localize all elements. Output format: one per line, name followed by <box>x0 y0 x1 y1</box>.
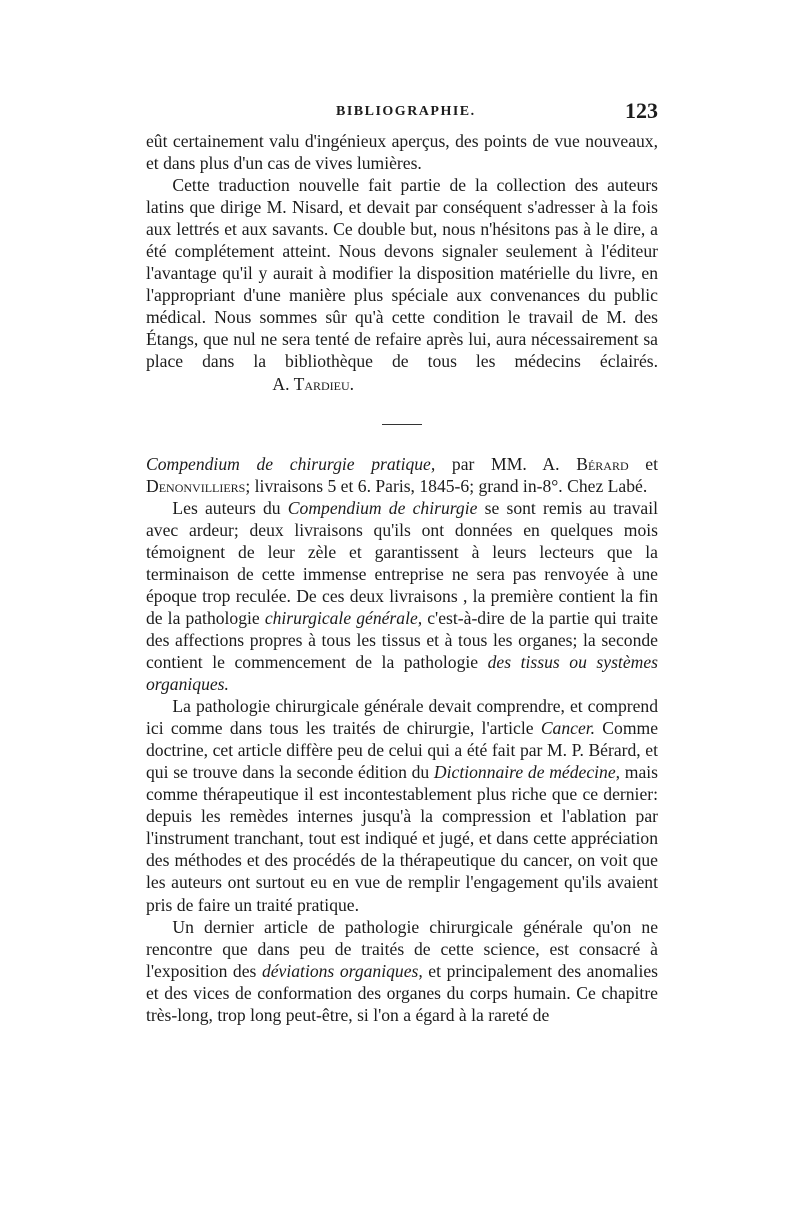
italic-term: déviations organiques, <box>261 960 423 981</box>
page-number: 123 <box>625 98 658 123</box>
bibliographic-entry <box>146 453 658 497</box>
italic-title: Dictionnaire de médecine, <box>433 762 621 783</box>
review-paragraph <box>146 174 658 394</box>
review-paragraph-2 <box>146 695 658 915</box>
review-paragraph-3 <box>146 916 658 1026</box>
text-run: mais comme thérapeutique il est incontestablement plus riche que ce dernier: depuis les remèdes internes jusqu'à la compression et l'ablation par l'instrument tranchant, tout est indiqué et jugé, et dans cette appréciation des méthodes et des procédés de la thérapeutique du cancer, on voit que les auteurs ont surtout eu en vue de remplir l'engagement qu'ils avaient pris de faire un traité pratique. <box>146 762 658 915</box>
text-run: La pathologie chirurgicale générale devait comprendre, et comprend ici comme dans tous les traités de chirurgie, l'article <box>146 696 658 739</box>
italic-term: chirurgicale générale, <box>264 607 423 628</box>
review-paragraph-text: Cette traduction nouvelle fait partie de la collection des auteurs latins que dirige M. Nisard, et devait par conséquent s'adresser à la fois aux lettrés et aux savants. Ce double but, nous n'hésitons pas à le dire, a été complétement atteint. Nous devons signaler seulement à l'éditeur l'avantage qu'il y aurait à modifier la disposition matérielle du livre, en l'appropriant d'une manière plus spéciale aux convenances du public médical. Nous sommes sûr qu'à cette condition le travail de M. des Étangs, que nul ne sera tenté de refaire après lui, aura nécessairement sa place dans la bibliothèque de tous les médecins éclairés. <box>146 175 658 372</box>
text-run: Un dernier article de pathologie chirurgicale générale qu'on ne rencontre que dans peu de traités de cette science, est consacré à l'exposition des <box>146 916 658 981</box>
reviewer-signature: A. Tardieu. <box>272 373 355 394</box>
entry-title: Compendium de chirurgie pratique, <box>146 453 436 474</box>
section-divider <box>382 424 422 425</box>
review-paragraph-1 <box>146 497 658 695</box>
page-body <box>146 130 658 1026</box>
text-run: et principalement des anomalies et des vices de conformation des organes du corps humain. Ce chapitre très-long, trop long peut-être, si l'on a égard à la rareté de <box>146 960 658 1025</box>
page-header <box>146 98 666 128</box>
entry-and: et <box>628 453 658 474</box>
entry-by: par MM. A. <box>435 453 577 474</box>
text-run: se sont remis au travail avec ardeur; deux livraisons qu'ils ont données en quelques mois témoignent de leur zèle et garantissent à leurs lecteurs que la terminaison de cette immense entreprise ne sera pas renvoyée à une époque trop reculée. De ces deux livraisons , la première contient la fin de la pathologie <box>146 497 659 628</box>
text-run: c'est-à-dire de la partie qui traite des affections propres à tous les tissus et à tous les organes; la seconde contient le commencement de la pathologie <box>146 607 659 672</box>
italic-title: Compendium de chirurgie <box>287 497 478 518</box>
entry-author-1: Bérard <box>576 453 629 474</box>
italic-term: Cancer. <box>540 718 596 739</box>
entry-details: ; livraisons 5 et 6. Paris, 1845-6; grand in-8°. Chez Labé. <box>245 475 648 496</box>
italic-term: des tissus ou systèmes organiques. <box>146 651 658 695</box>
running-head: BIBLIOGRAPHIE. <box>336 104 476 119</box>
text-run: Comme doctrine, cet article diffère peu de celui qui a été fait par M. P. Bérard, et qui se trouve dans la seconde édition du <box>146 718 659 783</box>
review-continuation-paragraph: eût certainement valu d'ingénieux aperçus, des points de vue nouveaux, et dans plus d'un cas de vives lumières. <box>146 131 658 174</box>
entry-author-2: Denonvilliers <box>146 475 246 496</box>
text-run: Les auteurs du <box>172 497 288 518</box>
